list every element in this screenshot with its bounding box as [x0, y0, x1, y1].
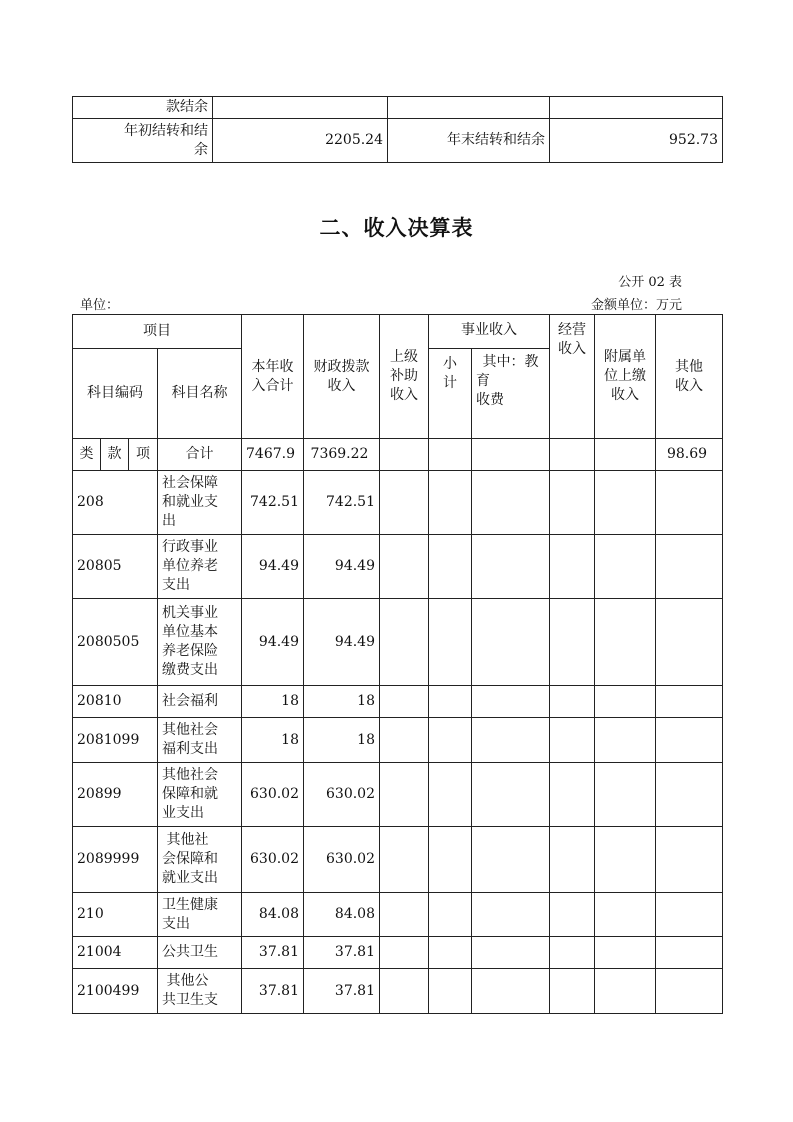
empty-cell	[550, 439, 595, 471]
amount-unit: 金额单位：万元	[590, 298, 682, 313]
header-line: 本年收	[251, 358, 294, 375]
header-line: 收入	[390, 387, 418, 403]
fiscal-value: 37.81	[304, 937, 380, 969]
subject-name-line: 其他社	[162, 832, 209, 848]
subject-name-line: 其他公	[162, 973, 209, 989]
subject-name-line: 单位基本	[162, 624, 218, 640]
empty-cell	[656, 718, 723, 763]
table-row	[73, 97, 723, 119]
empty-cell	[656, 471, 723, 535]
subtotal-header	[429, 349, 472, 439]
subject-name-line: 共卫生支	[162, 992, 218, 1008]
fiscal-value: 630.02	[304, 763, 380, 827]
section-title: 二、收入决算表	[319, 216, 474, 240]
empty-cell	[429, 439, 472, 471]
total-header	[242, 315, 304, 439]
empty-cell	[550, 718, 595, 763]
empty-cell	[595, 827, 656, 893]
header-line: 财政拨款	[313, 358, 370, 375]
subject-name-line: 卫生健康	[162, 896, 218, 913]
subject-name-line: 支出	[162, 577, 190, 593]
empty-cell	[380, 686, 429, 718]
empty-cell	[380, 763, 429, 827]
empty-cell	[595, 439, 656, 471]
empty-cell	[380, 969, 429, 1014]
fiscal-header	[304, 315, 380, 439]
empty-cell	[656, 535, 723, 599]
subject-name-line: 保障和就	[162, 786, 218, 802]
header-line: 育	[476, 373, 490, 389]
table-row	[73, 969, 723, 1014]
total-value: 630.02	[242, 763, 304, 827]
superior-header	[380, 315, 429, 439]
affiliated-header	[595, 315, 656, 439]
xiang-label: 项	[129, 439, 158, 471]
empty-cell	[429, 827, 472, 893]
subject-name	[158, 969, 242, 1014]
total-value: 84.08	[242, 893, 304, 937]
name-header: 科目名称	[158, 349, 242, 439]
subject-name-line: 就业支出	[162, 870, 218, 886]
empty-cell	[380, 718, 429, 763]
header-line: 入合计	[251, 377, 294, 394]
empty-cell	[656, 969, 723, 1014]
subject-code: 2080505	[73, 599, 158, 686]
fiscal-value: 18	[304, 718, 380, 763]
lei-label: 类	[73, 439, 101, 471]
subject-name	[158, 763, 242, 827]
total-value: 7467.9	[242, 439, 304, 471]
table-row	[73, 471, 723, 535]
empty-cell	[550, 763, 595, 827]
income-table	[72, 314, 723, 1014]
fiscal-value: 94.49	[304, 535, 380, 599]
empty-cell	[656, 599, 723, 686]
subject-name-line: 福利支出	[162, 741, 218, 757]
header-line: 补助	[390, 368, 418, 384]
other-header	[656, 315, 723, 439]
header-line: 经营	[558, 322, 586, 338]
header-row	[73, 315, 723, 349]
header-line: 计	[443, 375, 457, 391]
fiscal-value: 630.02	[304, 827, 380, 893]
empty-cell	[388, 97, 550, 119]
header-line: 收费	[476, 392, 504, 408]
empty-cell	[656, 893, 723, 937]
empty-cell	[595, 969, 656, 1014]
subject-name-line: 支出	[162, 915, 190, 932]
empty-cell	[595, 893, 656, 937]
total-value: 94.49	[242, 535, 304, 599]
subject-code: 21004	[73, 937, 158, 969]
fiscal-value: 94.49	[304, 599, 380, 686]
empty-cell	[550, 893, 595, 937]
empty-cell	[595, 763, 656, 827]
label-line: 余	[194, 141, 208, 158]
subject-code: 2089999	[73, 827, 158, 893]
closing-balance-value: 952.73	[550, 119, 723, 163]
opening-balance-label	[73, 119, 213, 163]
table-row	[73, 535, 723, 599]
empty-cell	[472, 827, 550, 893]
table-row	[73, 119, 723, 163]
subject-code: 208	[73, 471, 158, 535]
empty-cell	[472, 599, 550, 686]
table-row	[73, 718, 723, 763]
operating-header	[550, 315, 595, 439]
table-row	[73, 763, 723, 827]
fiscal-value: 18	[304, 686, 380, 718]
empty-cell	[429, 893, 472, 937]
unit-label: 单位：	[80, 298, 120, 313]
subject-name	[158, 686, 242, 718]
subject-name-line: 养老保险	[162, 643, 218, 659]
empty-cell	[472, 893, 550, 937]
empty-cell	[380, 439, 429, 471]
empty-cell	[595, 535, 656, 599]
empty-cell	[429, 969, 472, 1014]
total-value: 630.02	[242, 827, 304, 893]
header-line: 附属单	[604, 349, 646, 365]
subject-code: 20805	[73, 535, 158, 599]
empty-cell	[380, 893, 429, 937]
header-line: 位上缴	[604, 368, 646, 384]
empty-cell	[213, 97, 388, 119]
header-line: 收入	[327, 377, 356, 394]
header-line: 收入	[611, 387, 639, 403]
empty-cell	[550, 599, 595, 686]
row-label: 款结余	[73, 97, 213, 119]
kuan-label: 款	[101, 439, 129, 471]
subject-name	[158, 471, 242, 535]
subject-name-line: 单位养老	[162, 558, 218, 574]
header-line: 收入	[675, 377, 703, 394]
empty-cell	[595, 599, 656, 686]
subject-name	[158, 937, 242, 969]
subject-name-line: 其他社会	[162, 722, 218, 738]
empty-cell	[472, 686, 550, 718]
business-header: 事业收入	[429, 315, 550, 349]
subject-name-line: 会保障和	[162, 851, 218, 867]
subject-name	[158, 718, 242, 763]
empty-cell	[595, 937, 656, 969]
subject-name	[158, 827, 242, 893]
empty-cell	[550, 686, 595, 718]
empty-cell	[550, 969, 595, 1014]
empty-cell	[595, 471, 656, 535]
total-row	[73, 439, 723, 471]
empty-cell	[429, 763, 472, 827]
empty-cell	[550, 97, 723, 119]
label-line: 年初结转和结	[124, 122, 208, 139]
header-line: 小	[443, 356, 457, 372]
empty-cell	[595, 686, 656, 718]
header-line: 收入	[558, 341, 586, 357]
opening-balance-value: 2205.24	[213, 119, 388, 163]
subject-code: 20899	[73, 763, 158, 827]
subject-name-line: 行政事业	[162, 539, 218, 555]
fiscal-value: 84.08	[304, 893, 380, 937]
empty-cell	[472, 763, 550, 827]
closing-balance-label: 年末结转和结余	[388, 119, 550, 163]
total-value: 37.81	[242, 937, 304, 969]
empty-cell	[380, 535, 429, 599]
empty-cell	[380, 937, 429, 969]
empty-cell	[472, 937, 550, 969]
subject-name-line: 缴费支出	[162, 662, 218, 678]
subject-name-line: 和就业支	[162, 494, 218, 510]
empty-cell	[550, 827, 595, 893]
empty-cell	[550, 937, 595, 969]
subject-name-line: 公共卫生	[162, 944, 218, 960]
item-header: 项目	[73, 315, 242, 349]
empty-cell	[595, 718, 656, 763]
empty-cell	[429, 535, 472, 599]
fiscal-value: 37.81	[304, 969, 380, 1014]
code-header: 科目编码	[73, 349, 158, 439]
empty-cell	[472, 718, 550, 763]
other-value: 98.69	[656, 439, 723, 471]
subject-name	[158, 535, 242, 599]
subject-code: 20810	[73, 686, 158, 718]
empty-cell	[429, 937, 472, 969]
subject-name-line: 出	[162, 513, 176, 529]
table-row	[73, 937, 723, 969]
total-value: 37.81	[242, 969, 304, 1014]
table-row	[73, 827, 723, 893]
header-line: 其中：教	[482, 354, 539, 370]
empty-cell	[429, 686, 472, 718]
fiscal-value: 7369.22	[304, 439, 380, 471]
total-value: 18	[242, 686, 304, 718]
subject-name-line: 机关事业	[162, 605, 218, 621]
header-line: 其他	[675, 358, 703, 375]
empty-cell	[472, 969, 550, 1014]
empty-cell	[550, 535, 595, 599]
total-value: 742.51	[242, 471, 304, 535]
subject-name	[158, 893, 242, 937]
table-row	[73, 599, 723, 686]
subject-name-line: 社会福利	[162, 693, 218, 709]
subject-name-line: 其他社会	[162, 767, 218, 783]
total-label: 合计	[158, 439, 242, 471]
form-code: 公开 02 表	[618, 275, 682, 290]
data-rows	[73, 471, 723, 1014]
empty-cell	[429, 471, 472, 535]
empty-cell	[656, 763, 723, 827]
empty-cell	[380, 599, 429, 686]
empty-cell	[656, 827, 723, 893]
subject-code: 2081099	[73, 718, 158, 763]
subject-code: 2100499	[73, 969, 158, 1014]
total-value: 94.49	[242, 599, 304, 686]
empty-cell	[429, 599, 472, 686]
education-header	[472, 349, 550, 439]
empty-cell	[656, 937, 723, 969]
empty-cell	[472, 439, 550, 471]
empty-cell	[472, 471, 550, 535]
subject-code: 210	[73, 893, 158, 937]
subject-name-line: 业支出	[162, 805, 204, 821]
empty-cell	[380, 827, 429, 893]
header-line: 上级	[390, 349, 418, 365]
empty-cell	[472, 535, 550, 599]
subject-name-line: 社会保障	[162, 475, 218, 491]
empty-cell	[550, 471, 595, 535]
fiscal-value: 742.51	[304, 471, 380, 535]
carryover-table	[72, 96, 723, 163]
table-row	[73, 893, 723, 937]
total-value: 18	[242, 718, 304, 763]
subject-name	[158, 599, 242, 686]
empty-cell	[429, 718, 472, 763]
empty-cell	[380, 471, 429, 535]
empty-cell	[656, 686, 723, 718]
table-row	[73, 686, 723, 718]
